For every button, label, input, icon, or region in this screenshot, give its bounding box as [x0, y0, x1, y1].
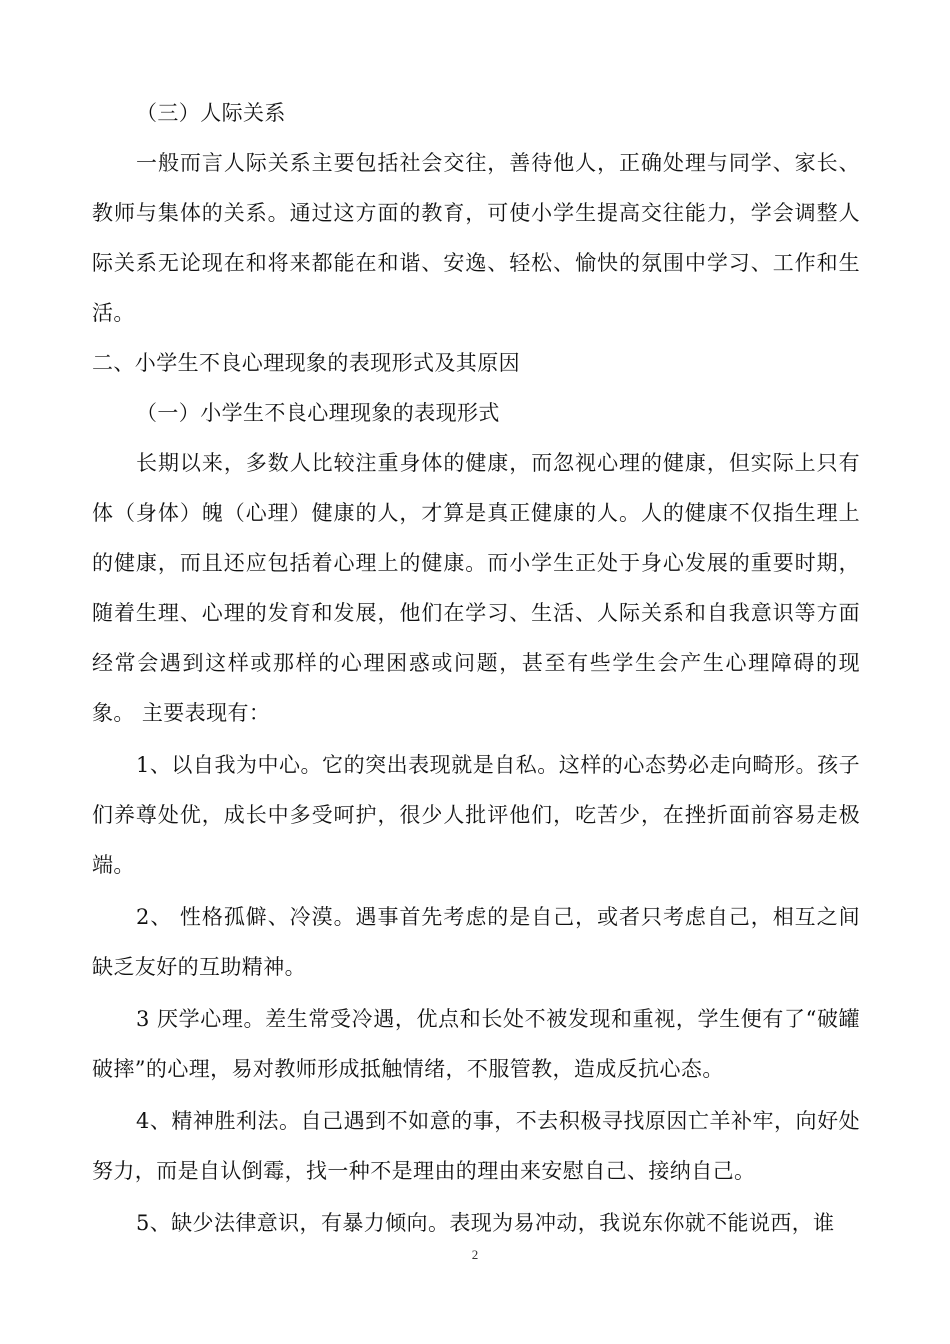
- list-item-3: 3 厌学心理。差生常受冷遇，优点和长处不被发现和重视，学生便有了“破罐破摔”的心理，易对教师形成抵触情绪，不服管教，造成反抗心态。: [92, 1007, 860, 1081]
- list-item-1: 1、以自我为中心。它的突出表现就是自私。这样的心态势必走向畸形。孩子们养尊处优，成长中多受呵护，很少人批评他们，吃苦少，在挫折面前容易走极端。: [92, 753, 860, 877]
- paragraph-intro: 长期以来，多数人比较注重身体的健康，而忽视心理的健康，但实际上只有体（身体）魄（心理）健康的人，才算是真正健康的人。人的健康不仅指生理上的健康，而且还应包括着心理上的健康。而小学生正处于身心发展的重要时期，随着生理、心理的发育和发展，他们在学习、生活、人际关系和自我意识等方面经常会遇到这样或那样的心理困惑或问题，甚至有些学生会产生心理障碍的现象。 主要表现有：: [92, 451, 860, 725]
- paragraph-interpersonal: 一般而言人际关系主要包括社会交往，善待他人，正确处理与同学、家长、教师与集体的关系。通过这方面的教育，可使小学生提高交往能力，学会调整人际关系无论现在和将来都能在和谐、安逸、轻松、愉快的氛围中学习、工作和生活。: [92, 151, 860, 325]
- document-body: [92, 88, 860, 1248]
- section-heading-interpersonal: （三）人际关系: [136, 101, 286, 125]
- section-heading-forms: （一）小学生不良心理现象的表现形式: [136, 401, 500, 425]
- list-item-4: 4、精神胜利法。自己遇到不如意的事，不去积极寻找原因亡羊补牢，向好处努力，而是自认倒霉，找一种不是理由的理由来安慰自己、接纳自己。: [92, 1109, 860, 1183]
- list-item-5: 5、缺少法律意识，有暴力倾向。表现为易冲动，我说东你就不能说西，谁: [136, 1211, 835, 1235]
- chapter-heading: 二、小学生不良心理现象的表现形式及其原因: [92, 351, 520, 375]
- list-item-2: 2、 性格孤僻、冷漠。遇事首先考虑的是自己，或者只考虑自己，相互之间缺乏友好的互助精神。: [92, 905, 860, 979]
- page-number: 2: [471, 1247, 479, 1262]
